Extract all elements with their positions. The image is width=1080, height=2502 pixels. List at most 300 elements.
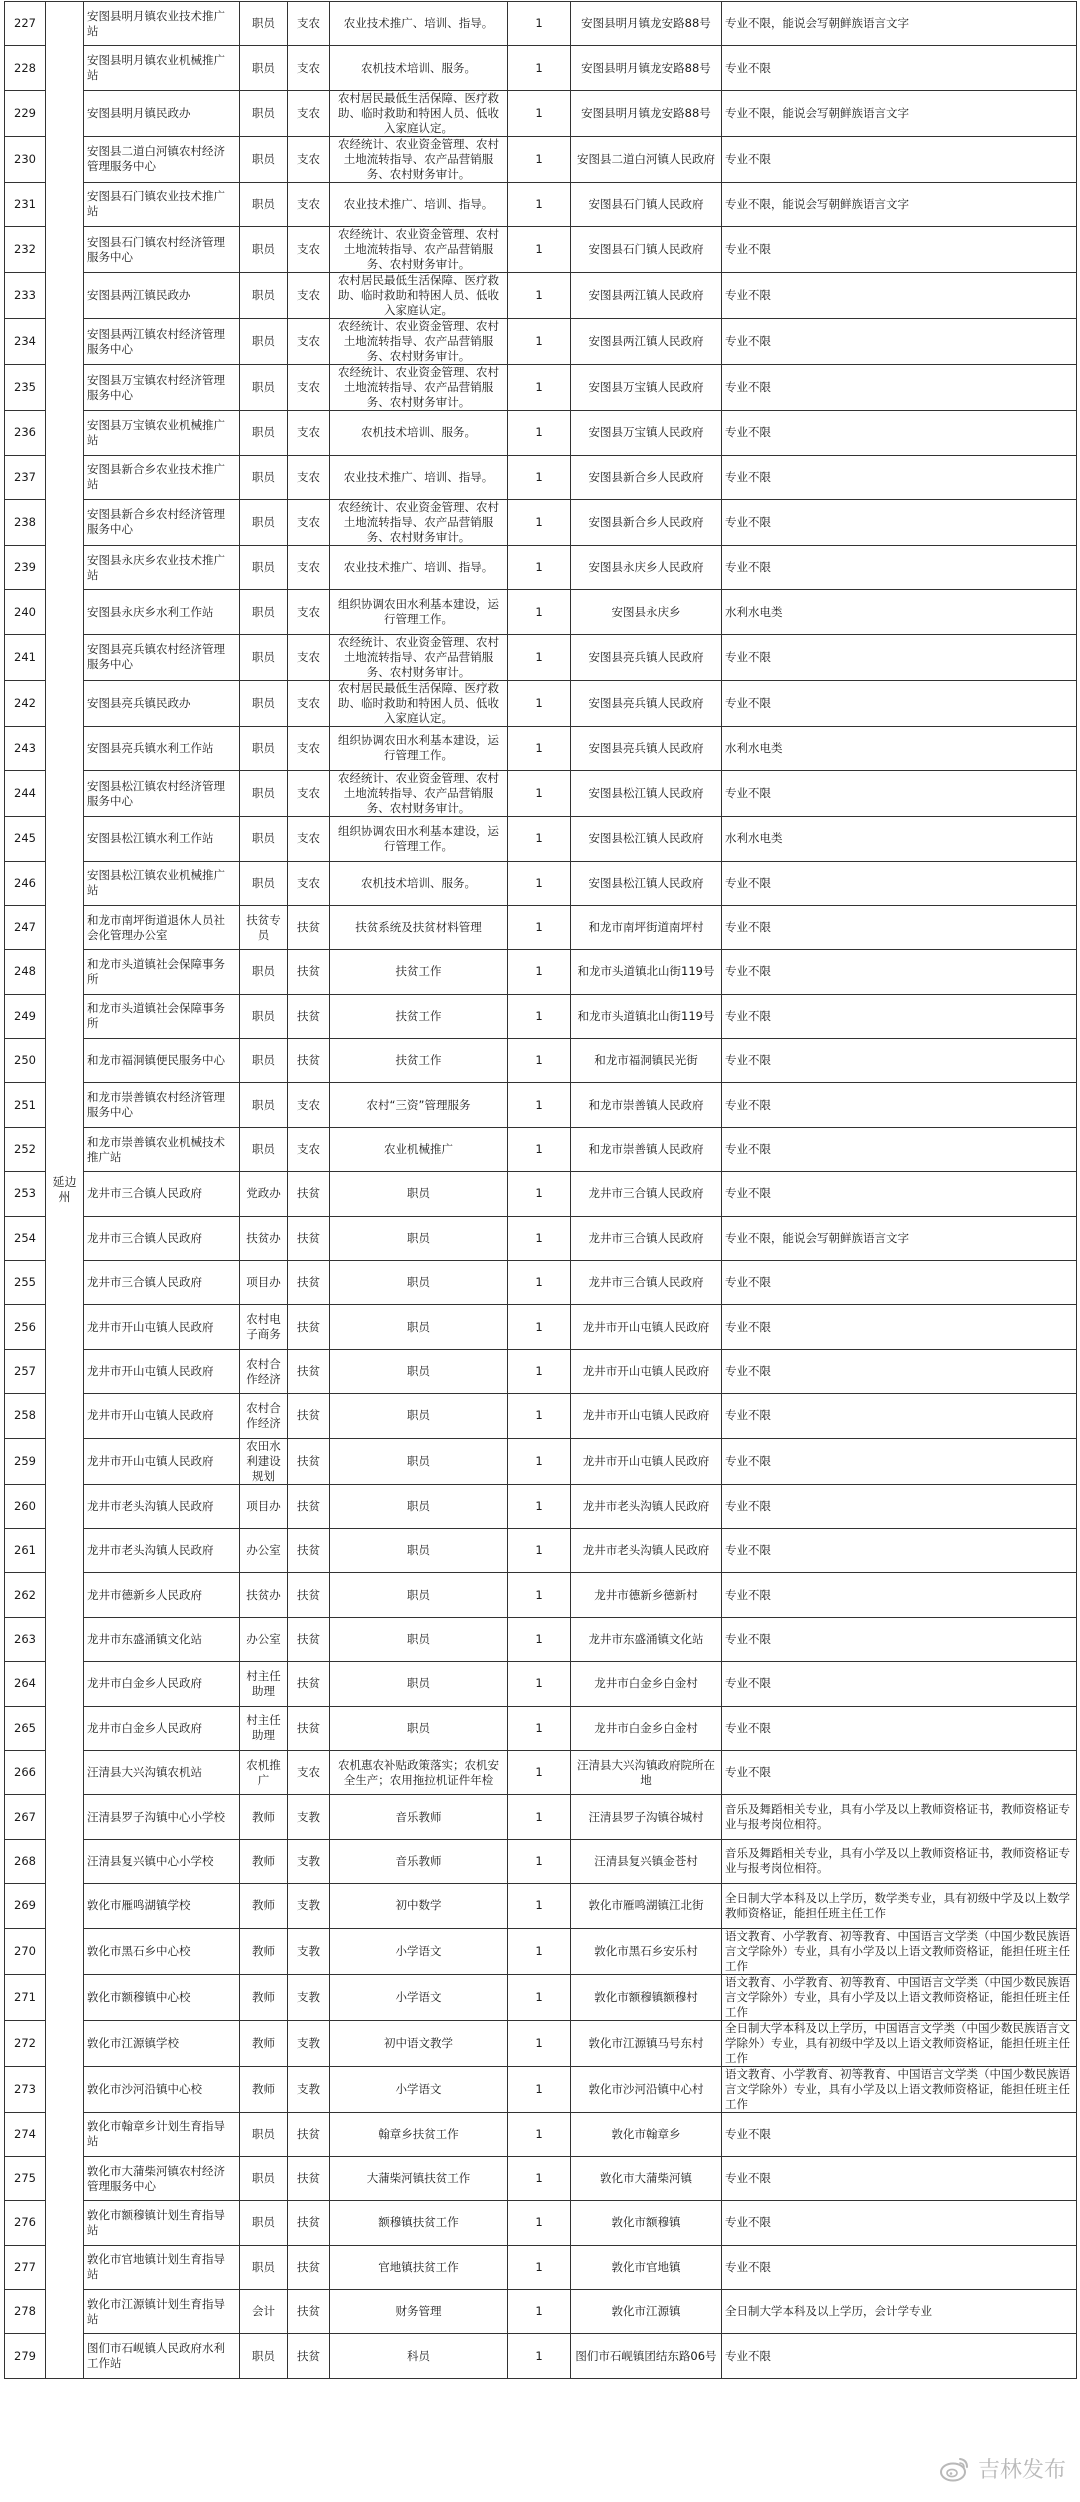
row-number: 259 xyxy=(5,1438,46,1484)
category: 扶贫 xyxy=(288,2245,330,2289)
job-description: 官地镇扶贫工作 xyxy=(330,2245,508,2289)
work-location: 敦化市黑石乡安乐村 xyxy=(571,1928,722,1974)
table-row xyxy=(5,1127,1077,1171)
row-number: 251 xyxy=(5,1083,46,1127)
headcount: 1 xyxy=(508,1394,571,1438)
table-row xyxy=(5,1305,1077,1349)
watermark-text: 吉林发布 xyxy=(977,2458,1066,2483)
headcount: 1 xyxy=(508,680,571,726)
job-description: 扶贫工作 xyxy=(330,950,508,994)
position-name: 教师 xyxy=(240,2020,288,2066)
unit-name: 安图县松江镇农业机械推广站 xyxy=(84,861,240,905)
work-location: 和龙市崇善镇人民政府 xyxy=(571,1083,722,1127)
job-description: 额穆镇扶贫工作 xyxy=(330,2201,508,2245)
unit-name: 龙井市开山屯镇人民政府 xyxy=(84,1438,240,1484)
position-name: 村主任助理 xyxy=(240,1662,288,1706)
job-description: 职员 xyxy=(330,1438,508,1484)
category: 扶贫 xyxy=(288,1484,330,1528)
requirements: 专业不限 xyxy=(722,365,1077,411)
table-row xyxy=(5,1706,1077,1750)
category: 支农 xyxy=(288,455,330,499)
job-description: 农经统计、农业资金管理、农村土地流转指导、农产品营销服务、农村财务审计。 xyxy=(330,365,508,411)
job-description: 音乐教师 xyxy=(330,1839,508,1883)
work-location: 敦化市沙河沿镇中心村 xyxy=(571,2066,722,2112)
headcount: 1 xyxy=(508,90,571,136)
unit-name: 安图县新合乡农业技术推广站 xyxy=(84,455,240,499)
table-row xyxy=(5,1974,1077,2020)
headcount: 1 xyxy=(508,1795,571,1839)
job-description: 科员 xyxy=(330,2334,508,2378)
job-description: 农机技术培训、服务。 xyxy=(330,411,508,455)
category: 支农 xyxy=(288,726,330,770)
requirements: 音乐及舞蹈相关专业，具有小学及以上教师资格证书，教师资格证专业与报考岗位相符。 xyxy=(722,1795,1077,1839)
requirements: 全日制大学本科及以上学历，会计学专业 xyxy=(722,2290,1077,2334)
headcount: 1 xyxy=(508,771,571,817)
category: 扶贫 xyxy=(288,1305,330,1349)
job-description: 农经统计、农业资金管理、农村土地流转指导、农产品营销服务、农村财务审计。 xyxy=(330,634,508,680)
headcount: 1 xyxy=(508,1305,571,1349)
work-location: 安图县新合乡人民政府 xyxy=(571,499,722,545)
category: 支农 xyxy=(288,545,330,589)
category: 扶贫 xyxy=(288,1172,330,1216)
row-number: 238 xyxy=(5,499,46,545)
table-row xyxy=(5,1438,1077,1484)
row-number: 228 xyxy=(5,46,46,90)
job-description: 农机惠农补贴政策落实；农机安全生产；农用拖拉机证件年检 xyxy=(330,1750,508,1794)
table-row xyxy=(5,1662,1077,1706)
row-number: 245 xyxy=(5,817,46,861)
headcount: 1 xyxy=(508,1484,571,1528)
table-row xyxy=(5,1349,1077,1393)
category: 扶贫 xyxy=(288,1528,330,1572)
work-location: 敦化市雁鸣湖镇江北街 xyxy=(571,1884,722,1928)
work-location: 龙井市白金乡白金村 xyxy=(571,1662,722,1706)
table-row xyxy=(5,1528,1077,1572)
table-row xyxy=(5,1216,1077,1260)
position-name: 农村合作经济 xyxy=(240,1349,288,1393)
row-number: 275 xyxy=(5,2156,46,2200)
work-location: 和龙市福洞镇民光街 xyxy=(571,1039,722,1083)
job-description: 农业技术推广、培训、指导。 xyxy=(330,545,508,589)
table-row xyxy=(5,1617,1077,1661)
category: 支农 xyxy=(288,2,330,46)
requirements: 专业不限 xyxy=(722,455,1077,499)
requirements: 专业不限 xyxy=(722,411,1077,455)
requirements: 专业不限 xyxy=(722,950,1077,994)
position-name: 职员 xyxy=(240,136,288,182)
requirements: 专业不限 xyxy=(722,46,1077,90)
requirements: 专业不限 xyxy=(722,1127,1077,1171)
work-location: 龙井市开山屯镇人民政府 xyxy=(571,1438,722,1484)
headcount: 1 xyxy=(508,634,571,680)
requirements: 专业不限 xyxy=(722,1083,1077,1127)
work-location: 图们市石岘镇团结东路06号 xyxy=(571,2334,722,2378)
headcount: 1 xyxy=(508,46,571,90)
job-description: 农经统计、农业资金管理、农村土地流转指导、农产品营销服务、农村财务审计。 xyxy=(330,499,508,545)
row-number: 240 xyxy=(5,590,46,634)
category: 扶贫 xyxy=(288,2334,330,2378)
category: 支教 xyxy=(288,1974,330,2020)
position-name: 农村合作经济 xyxy=(240,1394,288,1438)
unit-name: 安图县两江镇农村经济管理服务中心 xyxy=(84,319,240,365)
table-row xyxy=(5,46,1077,90)
position-name: 职员 xyxy=(240,545,288,589)
requirements: 专业不限 xyxy=(722,499,1077,545)
category: 支农 xyxy=(288,817,330,861)
table-row xyxy=(5,1484,1077,1528)
row-number: 247 xyxy=(5,905,46,949)
requirements: 专业不限 xyxy=(722,1305,1077,1349)
table-row xyxy=(5,1394,1077,1438)
headcount: 1 xyxy=(508,365,571,411)
requirements: 专业不限 xyxy=(722,319,1077,365)
row-number: 250 xyxy=(5,1039,46,1083)
requirements: 专业不限 xyxy=(722,1394,1077,1438)
requirements: 水利水电类 xyxy=(722,590,1077,634)
unit-name: 龙井市白金乡人民政府 xyxy=(84,1706,240,1750)
requirements: 专业不限 xyxy=(722,2245,1077,2289)
category: 支农 xyxy=(288,365,330,411)
work-location: 安图县新合乡人民政府 xyxy=(571,455,722,499)
unit-name: 安图县亮兵镇农村经济管理服务中心 xyxy=(84,634,240,680)
headcount: 1 xyxy=(508,227,571,273)
job-description: 职员 xyxy=(330,1617,508,1661)
position-name: 教师 xyxy=(240,1839,288,1883)
category: 支教 xyxy=(288,1884,330,1928)
category: 扶贫 xyxy=(288,1216,330,1260)
job-description: 职员 xyxy=(330,1172,508,1216)
position-name: 教师 xyxy=(240,1884,288,1928)
table-row xyxy=(5,2156,1077,2200)
requirements: 专业不限 xyxy=(722,1484,1077,1528)
unit-name: 龙井市三合镇人民政府 xyxy=(84,1261,240,1305)
requirements: 专业不限 xyxy=(722,2201,1077,2245)
category: 支农 xyxy=(288,499,330,545)
job-description: 扶贫系统及扶贫材料管理 xyxy=(330,905,508,949)
unit-name: 安图县两江镇民政办 xyxy=(84,273,240,319)
row-number: 279 xyxy=(5,2334,46,2378)
table-row xyxy=(5,273,1077,319)
unit-name: 安图县松江镇水利工作站 xyxy=(84,817,240,861)
work-location: 安图县永庆乡人民政府 xyxy=(571,545,722,589)
job-description: 职员 xyxy=(330,1573,508,1617)
job-description: 职员 xyxy=(330,1662,508,1706)
position-name: 职员 xyxy=(240,771,288,817)
unit-name: 龙井市白金乡人民政府 xyxy=(84,1662,240,1706)
category: 支教 xyxy=(288,2020,330,2066)
table-row xyxy=(5,2020,1077,2066)
work-location: 安图县万宝镇人民政府 xyxy=(571,365,722,411)
headcount: 1 xyxy=(508,1884,571,1928)
recruitment-table xyxy=(4,1,1077,2379)
requirements: 语文教育、小学教育、初等教育、中国语言文学类（中国少数民族语言文学除外）专业，具有小学及以上语文教师资格证，能担任班主任工作 xyxy=(722,1974,1077,2020)
table-row xyxy=(5,1083,1077,1127)
row-number: 243 xyxy=(5,726,46,770)
position-name: 村主任助理 xyxy=(240,1706,288,1750)
unit-name: 龙井市东盛涌镇文化站 xyxy=(84,1617,240,1661)
unit-name: 安图县永庆乡农业技术推广站 xyxy=(84,545,240,589)
unit-name: 安图县明月镇农业技术推广站 xyxy=(84,2,240,46)
headcount: 1 xyxy=(508,590,571,634)
headcount: 1 xyxy=(508,726,571,770)
position-name: 教师 xyxy=(240,2066,288,2112)
table-row xyxy=(5,319,1077,365)
row-number: 265 xyxy=(5,1706,46,1750)
position-name: 职员 xyxy=(240,2156,288,2200)
unit-name: 汪清县大兴沟镇农机站 xyxy=(84,1750,240,1794)
work-location: 汪清县复兴镇金苍村 xyxy=(571,1839,722,1883)
unit-name: 和龙市崇善镇农村经济管理服务中心 xyxy=(84,1083,240,1127)
table-row xyxy=(5,2066,1077,2112)
table-row xyxy=(5,817,1077,861)
unit-name: 敦化市江源镇计划生育指导站 xyxy=(84,2290,240,2334)
category: 支教 xyxy=(288,2066,330,2112)
position-name: 项目办 xyxy=(240,1484,288,1528)
row-number: 230 xyxy=(5,136,46,182)
job-description: 小学语文 xyxy=(330,1928,508,1974)
table-row xyxy=(5,1750,1077,1794)
headcount: 1 xyxy=(508,1573,571,1617)
headcount: 1 xyxy=(508,136,571,182)
work-location: 龙井市德新乡德新村 xyxy=(571,1573,722,1617)
unit-name: 敦化市江源镇学校 xyxy=(84,2020,240,2066)
position-name: 教师 xyxy=(240,1795,288,1839)
position-name: 职员 xyxy=(240,950,288,994)
category: 支农 xyxy=(288,771,330,817)
table-row xyxy=(5,1261,1077,1305)
position-name: 职员 xyxy=(240,2,288,46)
position-name: 农田水利建设规划 xyxy=(240,1438,288,1484)
position-name: 职员 xyxy=(240,182,288,226)
requirements: 全日制大学本科及以上学历，数学类专业，具有初级中学及以上数学教师资格证，能担任班主任工作 xyxy=(722,1884,1077,1928)
job-description: 农业技术推广、培训、指导。 xyxy=(330,455,508,499)
job-description: 农经统计、农业资金管理、农村土地流转指导、农产品营销服务、农村财务审计。 xyxy=(330,319,508,365)
headcount: 1 xyxy=(508,319,571,365)
work-location: 敦化市额穆镇额穆村 xyxy=(571,1974,722,2020)
unit-name: 和龙市南坪街道退休人员社会化管理办公室 xyxy=(84,905,240,949)
row-number: 255 xyxy=(5,1261,46,1305)
position-name: 职员 xyxy=(240,590,288,634)
table-row xyxy=(5,994,1077,1038)
table-row xyxy=(5,680,1077,726)
table-row xyxy=(5,90,1077,136)
requirements: 专业不限 xyxy=(722,2156,1077,2200)
job-description: 组织协调农田水利基本建设，运行管理工作。 xyxy=(330,817,508,861)
job-description: 农业机械推广 xyxy=(330,1127,508,1171)
headcount: 1 xyxy=(508,2066,571,2112)
position-name: 职员 xyxy=(240,1127,288,1171)
table-row xyxy=(5,1839,1077,1883)
position-name: 职员 xyxy=(240,411,288,455)
headcount: 1 xyxy=(508,2290,571,2334)
row-number: 241 xyxy=(5,634,46,680)
work-location: 龙井市三合镇人民政府 xyxy=(571,1216,722,1260)
unit-name: 敦化市沙河沿镇中心校 xyxy=(84,2066,240,2112)
headcount: 1 xyxy=(508,2156,571,2200)
table-row xyxy=(5,365,1077,411)
table-row xyxy=(5,861,1077,905)
position-name: 职员 xyxy=(240,455,288,499)
unit-name: 敦化市黑石乡中心校 xyxy=(84,1928,240,1974)
table-row xyxy=(5,499,1077,545)
unit-name: 安图县石门镇农村经济管理服务中心 xyxy=(84,227,240,273)
headcount: 1 xyxy=(508,411,571,455)
position-name: 职员 xyxy=(240,861,288,905)
unit-name: 龙井市老头沟镇人民政府 xyxy=(84,1484,240,1528)
work-location: 安图县两江镇人民政府 xyxy=(571,273,722,319)
unit-name: 安图县亮兵镇民政办 xyxy=(84,680,240,726)
row-number: 248 xyxy=(5,950,46,994)
unit-name: 和龙市头道镇社会保障事务所 xyxy=(84,950,240,994)
position-name: 职员 xyxy=(240,1083,288,1127)
category: 支农 xyxy=(288,1127,330,1171)
unit-name: 敦化市雁鸣湖镇学校 xyxy=(84,1884,240,1928)
row-number: 235 xyxy=(5,365,46,411)
job-description: 翰章乡扶贫工作 xyxy=(330,2112,508,2156)
unit-name: 安图县明月镇民政办 xyxy=(84,90,240,136)
table-row xyxy=(5,1573,1077,1617)
headcount: 1 xyxy=(508,1216,571,1260)
category: 扶贫 xyxy=(288,1617,330,1661)
requirements: 专业不限 xyxy=(722,905,1077,949)
work-location: 龙井市三合镇人民政府 xyxy=(571,1172,722,1216)
category: 支农 xyxy=(288,273,330,319)
requirements: 专业不限 xyxy=(722,1261,1077,1305)
table-row xyxy=(5,1928,1077,1974)
unit-name: 龙井市开山屯镇人民政府 xyxy=(84,1394,240,1438)
position-name: 职员 xyxy=(240,2201,288,2245)
job-description: 小学语文 xyxy=(330,1974,508,2020)
headcount: 1 xyxy=(508,2245,571,2289)
position-name: 教师 xyxy=(240,1928,288,1974)
row-number: 278 xyxy=(5,2290,46,2334)
work-location: 敦化市翰章乡 xyxy=(571,2112,722,2156)
headcount: 1 xyxy=(508,994,571,1038)
headcount: 1 xyxy=(508,1662,571,1706)
unit-name: 汪清县罗子沟镇中心小学校 xyxy=(84,1795,240,1839)
row-number: 242 xyxy=(5,680,46,726)
table-row xyxy=(5,1884,1077,1928)
position-name: 职员 xyxy=(240,726,288,770)
row-number: 246 xyxy=(5,861,46,905)
requirements: 专业不限 xyxy=(722,1438,1077,1484)
job-description: 扶贫工作 xyxy=(330,994,508,1038)
unit-name: 安图县万宝镇农村经济管理服务中心 xyxy=(84,365,240,411)
work-location: 安图县松江镇人民政府 xyxy=(571,817,722,861)
job-description: 职员 xyxy=(330,1349,508,1393)
headcount: 1 xyxy=(508,545,571,589)
job-description: 农业技术推广、培训、指导。 xyxy=(330,182,508,226)
category: 扶贫 xyxy=(288,1039,330,1083)
headcount: 1 xyxy=(508,2201,571,2245)
work-location: 安图县亮兵镇人民政府 xyxy=(571,726,722,770)
work-location: 龙井市三合镇人民政府 xyxy=(571,1261,722,1305)
work-location: 安图县石门镇人民政府 xyxy=(571,182,722,226)
requirements: 专业不限 xyxy=(722,1039,1077,1083)
unit-name: 和龙市头道镇社会保障事务所 xyxy=(84,994,240,1038)
requirements: 专业不限 xyxy=(722,2112,1077,2156)
work-location: 龙井市老头沟镇人民政府 xyxy=(571,1528,722,1572)
category: 扶贫 xyxy=(288,1438,330,1484)
work-location: 和龙市头道镇北山街119号 xyxy=(571,994,722,1038)
row-number: 266 xyxy=(5,1750,46,1794)
category: 扶贫 xyxy=(288,1706,330,1750)
table-row xyxy=(5,1172,1077,1216)
requirements: 专业不限，能说会写朝鲜族语言文字 xyxy=(722,182,1077,226)
position-name: 扶贫专员 xyxy=(240,905,288,949)
requirements: 专业不限 xyxy=(722,1573,1077,1617)
position-name: 扶贫办 xyxy=(240,1216,288,1260)
position-name: 职员 xyxy=(240,634,288,680)
headcount: 1 xyxy=(508,1039,571,1083)
table-row xyxy=(5,411,1077,455)
category: 支农 xyxy=(288,1083,330,1127)
position-name: 农村电子商务 xyxy=(240,1305,288,1349)
table-row xyxy=(5,771,1077,817)
category: 支农 xyxy=(288,46,330,90)
job-description: 小学语文 xyxy=(330,2066,508,2112)
requirements: 专业不限 xyxy=(722,1750,1077,1794)
unit-name: 安图县二道白河镇农村经济管理服务中心 xyxy=(84,136,240,182)
unit-name: 和龙市崇善镇农业机械技术推广站 xyxy=(84,1127,240,1171)
table-row xyxy=(5,2112,1077,2156)
unit-name: 汪清县复兴镇中心小学校 xyxy=(84,1839,240,1883)
row-number: 234 xyxy=(5,319,46,365)
table-row xyxy=(5,726,1077,770)
category: 支农 xyxy=(288,182,330,226)
row-number: 257 xyxy=(5,1349,46,1393)
region-cell: 延边州 xyxy=(46,2,84,2379)
category: 支农 xyxy=(288,1750,330,1794)
requirements: 专业不限 xyxy=(722,771,1077,817)
table-row xyxy=(5,2201,1077,2245)
position-name: 办公室 xyxy=(240,1617,288,1661)
work-location: 安图县二道白河镇人民政府 xyxy=(571,136,722,182)
position-name: 职员 xyxy=(240,319,288,365)
unit-name: 图们市石岘镇人民政府水利工作站 xyxy=(84,2334,240,2378)
work-location: 安图县松江镇人民政府 xyxy=(571,861,722,905)
row-number: 260 xyxy=(5,1484,46,1528)
category: 支农 xyxy=(288,136,330,182)
headcount: 1 xyxy=(508,1750,571,1794)
position-name: 办公室 xyxy=(240,1528,288,1572)
headcount: 1 xyxy=(508,905,571,949)
job-description: 职员 xyxy=(330,1706,508,1750)
work-location: 汪清县罗子沟镇谷城村 xyxy=(571,1795,722,1839)
work-location: 安图县石门镇人民政府 xyxy=(571,227,722,273)
row-number: 262 xyxy=(5,1573,46,1617)
headcount: 1 xyxy=(508,455,571,499)
unit-name: 龙井市三合镇人民政府 xyxy=(84,1172,240,1216)
row-number: 276 xyxy=(5,2201,46,2245)
position-name: 农机推广 xyxy=(240,1750,288,1794)
category: 扶贫 xyxy=(288,2290,330,2334)
position-name: 职员 xyxy=(240,2245,288,2289)
requirements: 专业不限，能说会写朝鲜族语言文字 xyxy=(722,1216,1077,1260)
category: 支教 xyxy=(288,1928,330,1974)
job-description: 职员 xyxy=(330,1394,508,1438)
job-description: 农机技术培训、服务。 xyxy=(330,861,508,905)
row-number: 273 xyxy=(5,2066,46,2112)
row-number: 227 xyxy=(5,2,46,46)
table-row xyxy=(5,1795,1077,1839)
row-number: 271 xyxy=(5,1974,46,2020)
requirements: 专业不限 xyxy=(722,634,1077,680)
job-description: 职员 xyxy=(330,1261,508,1305)
unit-name: 敦化市官地镇计划生育指导站 xyxy=(84,2245,240,2289)
work-location: 龙井市开山屯镇人民政府 xyxy=(571,1394,722,1438)
table-row xyxy=(5,590,1077,634)
